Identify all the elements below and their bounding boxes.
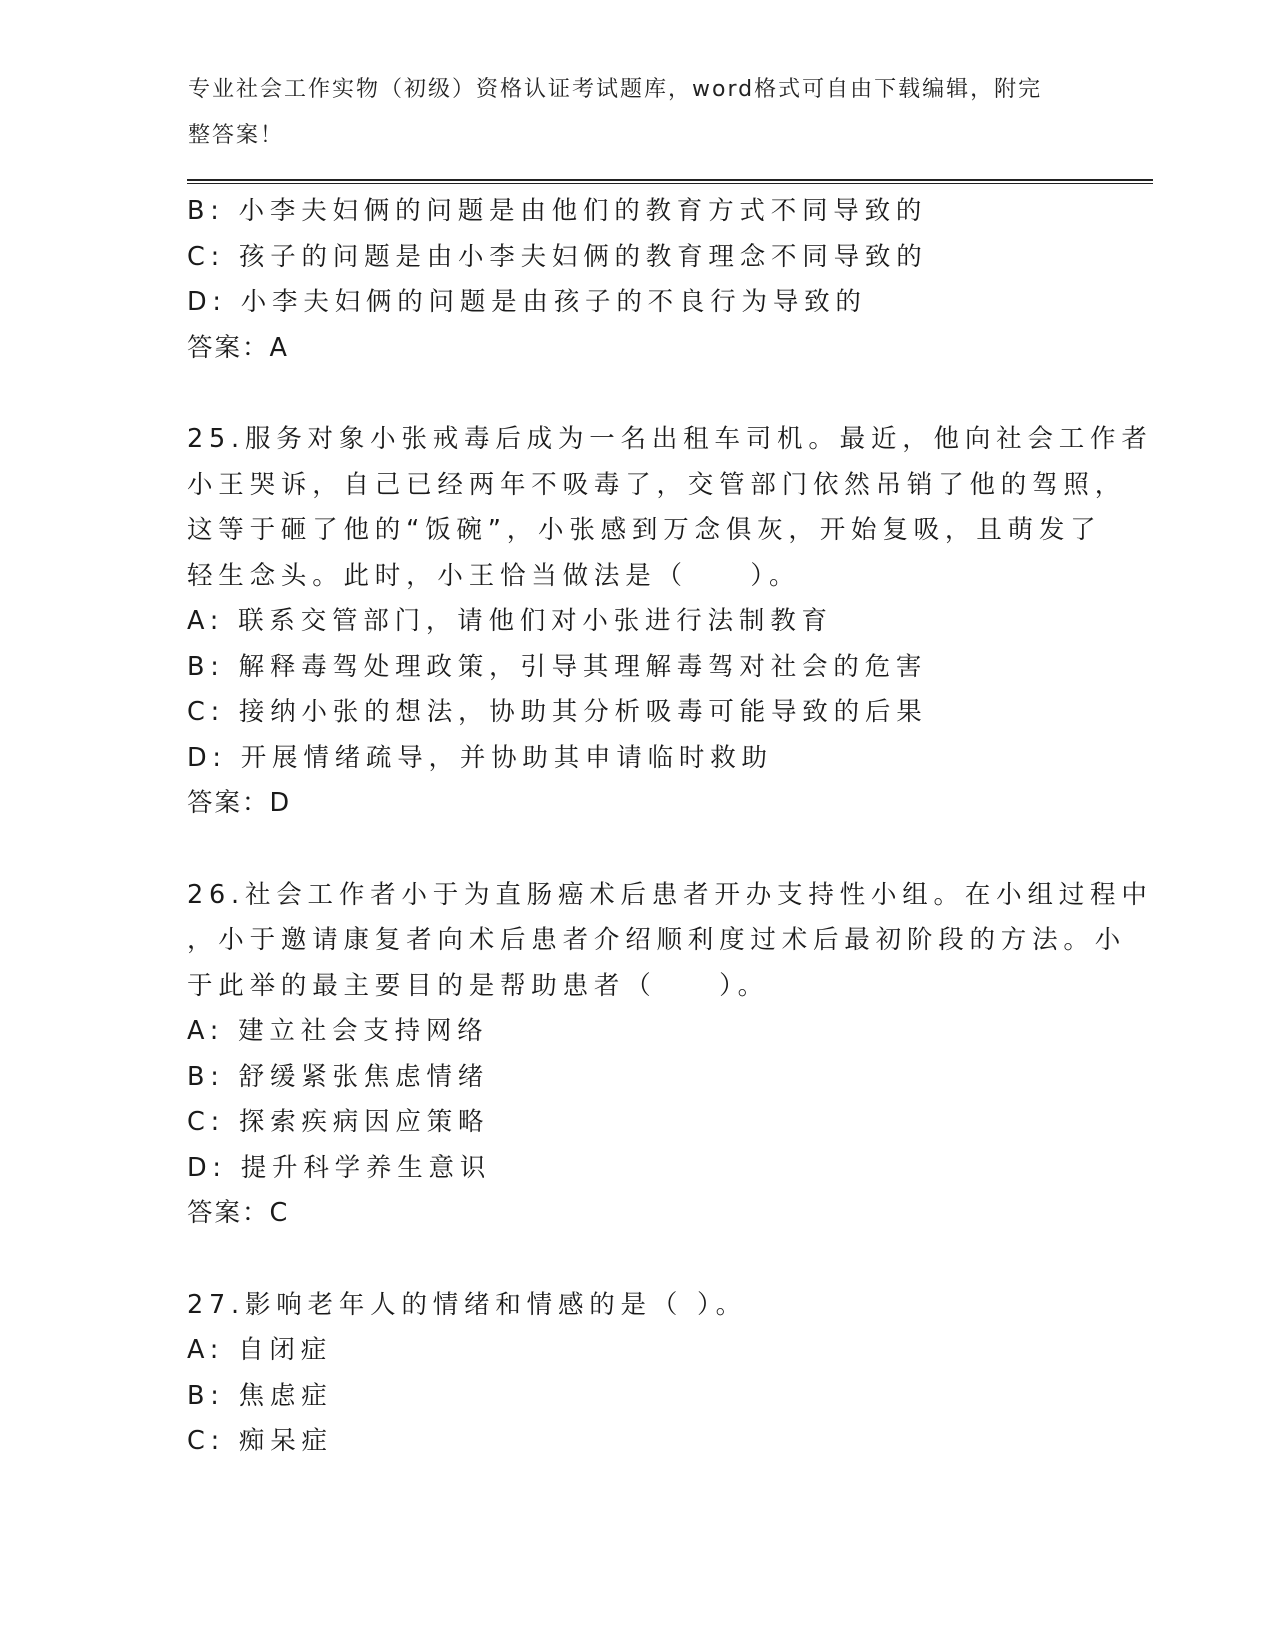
- option: B: 小李夫妇俩的问题是由他们的教育方式不同导致的: [187, 196, 928, 226]
- option: D: 小李夫妇俩的问题是由孩子的不良行为导致的: [187, 287, 867, 317]
- question-stem: 27.影响老年人的情绪和情感的是（ ）。: [187, 1289, 747, 1320]
- question-block: [187, 417, 1153, 827]
- option: B: 焦虑症: [187, 1380, 333, 1411]
- option: A: 自闭症: [187, 1335, 332, 1365]
- answer: 答案：D: [187, 788, 292, 818]
- option: D: 提升科学养生意识: [187, 1152, 492, 1183]
- option: C: 探索疾病因应策略: [187, 1107, 490, 1137]
- question-stem: ，小于邀请康复者向术后患者介绍顺利度过术后最初阶段的方法。小: [187, 925, 1127, 955]
- option: B: 解释毒驾处理政策，引导其理解毒驾对社会的危害: [187, 651, 928, 682]
- question-block: [187, 873, 1153, 1237]
- answer: 答案：C: [187, 1198, 290, 1228]
- option: D: 开展情绪疏导，并协助其申请临时救助: [187, 742, 773, 773]
- question-stem: 于此举的最主要目的是帮助患者（ ）。: [187, 970, 769, 1001]
- question-stem: 25.服务对象小张戒毒后成为一名出租车司机。最近，他向社会工作者: [187, 424, 1153, 454]
- option: C: 接纳小张的想法，协助其分析吸毒可能导致的后果: [187, 697, 928, 727]
- option: A: 联系交管部门，请他们对小张进行法制教育: [187, 606, 833, 636]
- document-header: [188, 74, 1068, 165]
- header-rule: [187, 179, 1153, 181]
- question-block: [187, 1283, 1087, 1465]
- header-line: 专业社会工作实物（初级）资格认证考试题库，word格式可自由下载编辑，附完: [188, 77, 1043, 102]
- document-body: [187, 189, 1153, 1465]
- option: C: 孩子的问题是由小李夫妇俩的教育理念不同导致的: [187, 241, 928, 272]
- question-block: [187, 189, 1087, 371]
- header-line: 整答案！: [188, 122, 285, 148]
- option: C: 痴呆症: [187, 1426, 333, 1456]
- answer: 答案：A: [187, 332, 289, 363]
- header-rule: [187, 183, 1153, 184]
- question-stem: 26.社会工作者小于为直肠癌术后患者开办支持性小组。在小组过程中: [187, 879, 1153, 910]
- option: A: 建立社会支持网络: [187, 1016, 489, 1046]
- question-stem: 轻生念头。此时，小王恰当做法是（ ）。: [187, 560, 801, 591]
- option: B: 舒缓紧张焦虑情绪: [187, 1061, 489, 1092]
- question-stem: 这等于砸了他的“饭碗”，小张感到万念俱灰，开始复吸，且萌发了: [187, 515, 1102, 545]
- question-stem: 小王哭诉，自己已经两年不吸毒了，交管部门依然吊销了他的驾照，: [187, 469, 1127, 500]
